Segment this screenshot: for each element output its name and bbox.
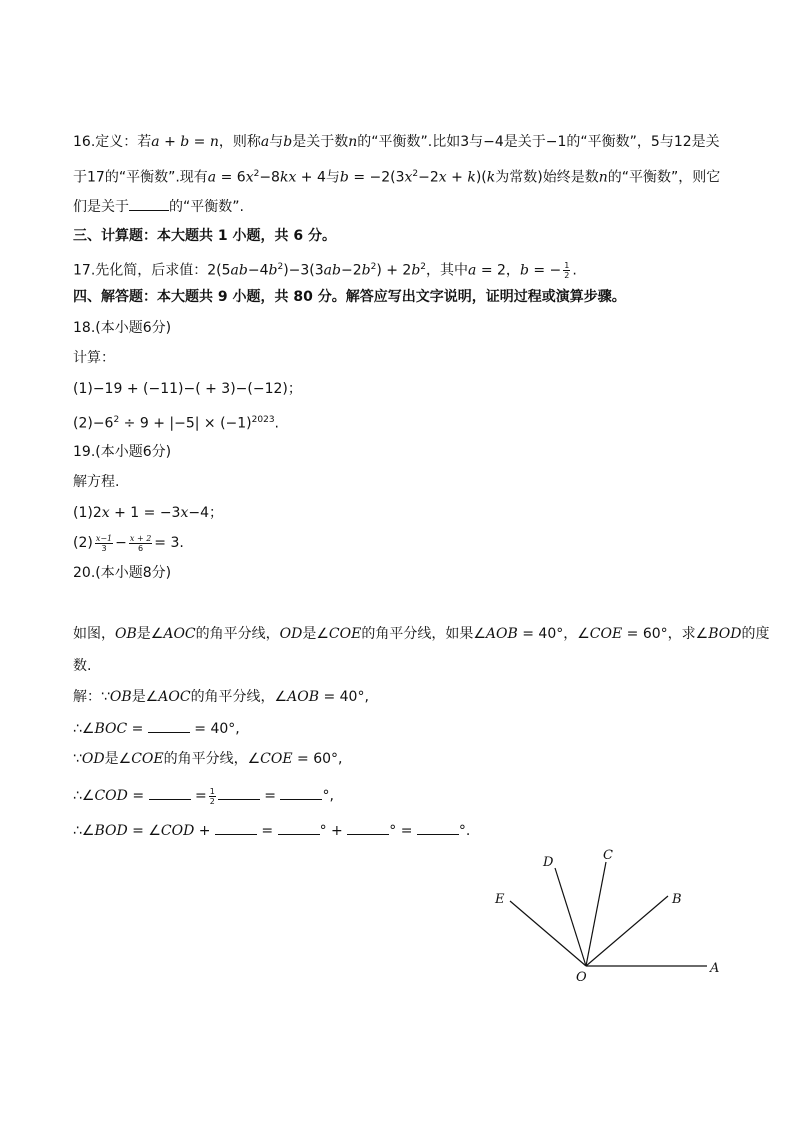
q20-heading: 20.(本小题8分) xyxy=(73,565,172,581)
answer-blank[interactable] xyxy=(347,820,389,835)
answer-blank[interactable] xyxy=(417,820,459,835)
ray-ob xyxy=(586,896,668,966)
q18-prompt: 计算： xyxy=(73,350,115,366)
q20-step1: 解：∵OB是∠AOC的角平分线，∠AOB = 40°, xyxy=(73,689,369,705)
q17: 17.先化简，后求值：$2(5ab-4b^2)-3(3ab-2b^2) + 2b^2$，其中a = 2，b = − $\frac{1}{2}$ . xyxy=(73,261,577,281)
q18-part1: (1)−19 + (−11)−( + 3)−(−12)； xyxy=(73,381,302,397)
ray-oc xyxy=(586,862,606,966)
label-a: A xyxy=(710,961,720,976)
fraction: $\frac{1}{2}$ xyxy=(564,261,570,281)
q19-part2: (2) $\frac{x-1}{3}$ − $\frac{x + 2}{6}$ = 3. xyxy=(73,533,184,553)
q16-line2: 于17的“平衡数”.现有$a = 6x^2-8kx + 4$与$b = -2(3x^2-2x + k)(k$为常数)始终是数n的“平衡数”，则它 xyxy=(73,169,721,186)
label-o: O xyxy=(576,970,587,985)
q20-step2: ∴∠BOC = = 40°, xyxy=(73,718,240,739)
ray-od xyxy=(555,868,586,966)
answer-blank[interactable] xyxy=(215,820,257,835)
ray-oe xyxy=(510,901,586,966)
fraction: $\frac{x-1}{3}$ xyxy=(95,533,113,553)
answer-blank[interactable] xyxy=(218,785,260,800)
label-c: C xyxy=(603,848,613,863)
q16-line3: 们是关于 的“平衡数”. xyxy=(73,196,244,217)
fraction: $\frac{1}{2}$ xyxy=(209,786,215,806)
q18-heading: 18.(本小题6分) xyxy=(73,320,172,336)
answer-blank[interactable] xyxy=(129,196,169,211)
answer-blank[interactable] xyxy=(278,820,320,835)
section-3-heading: 三、计算题：本大题共 1 小题，共 6 分。 xyxy=(73,228,336,244)
q19-part1: (1)2x + 1 = −3x−4； xyxy=(73,505,224,521)
q20-step4: ∴∠COD = = $\frac{1}{2}$ = °, xyxy=(73,786,334,806)
label-b: B xyxy=(672,892,682,907)
answer-blank[interactable] xyxy=(280,785,322,800)
label-d: D xyxy=(543,855,554,870)
q20-step5: ∴∠BOD = ∠COD + = ° + ° = °. xyxy=(73,820,470,841)
fraction: $\frac{x + 2}{6}$ xyxy=(129,533,152,553)
q19-heading: 19.(本小题6分) xyxy=(73,444,172,460)
q18-part2: $(2)-6^2 \div 9 + |-5| \times (-1)^{2023}$. xyxy=(73,415,279,432)
q16-line1: 16.定义：若a + b = n，则称a与b是关于数n的“平衡数”.比如3与−4是关于−1的“平衡数”，5与12是关 xyxy=(73,134,720,150)
answer-blank[interactable] xyxy=(149,785,191,800)
q20-step3: ∵OD是∠COE的角平分线，∠COE = 60°, xyxy=(73,751,343,767)
q20-stem-line2: 数. xyxy=(73,658,92,674)
q20-stem-line1: 如图，OB是∠AOC的角平分线，OD是∠COE的角平分线，如果∠AOB = 40°，∠COE = 60°，求∠BOD的度 xyxy=(73,626,770,642)
answer-blank[interactable] xyxy=(148,718,190,733)
q19-prompt: 解方程. xyxy=(73,474,120,490)
label-e: E xyxy=(495,892,505,907)
section-4-heading: 四、解答题：本大题共 9 小题，共 80 分。解答应写出文字说明，证明过程或演算步骤。 xyxy=(73,289,626,305)
